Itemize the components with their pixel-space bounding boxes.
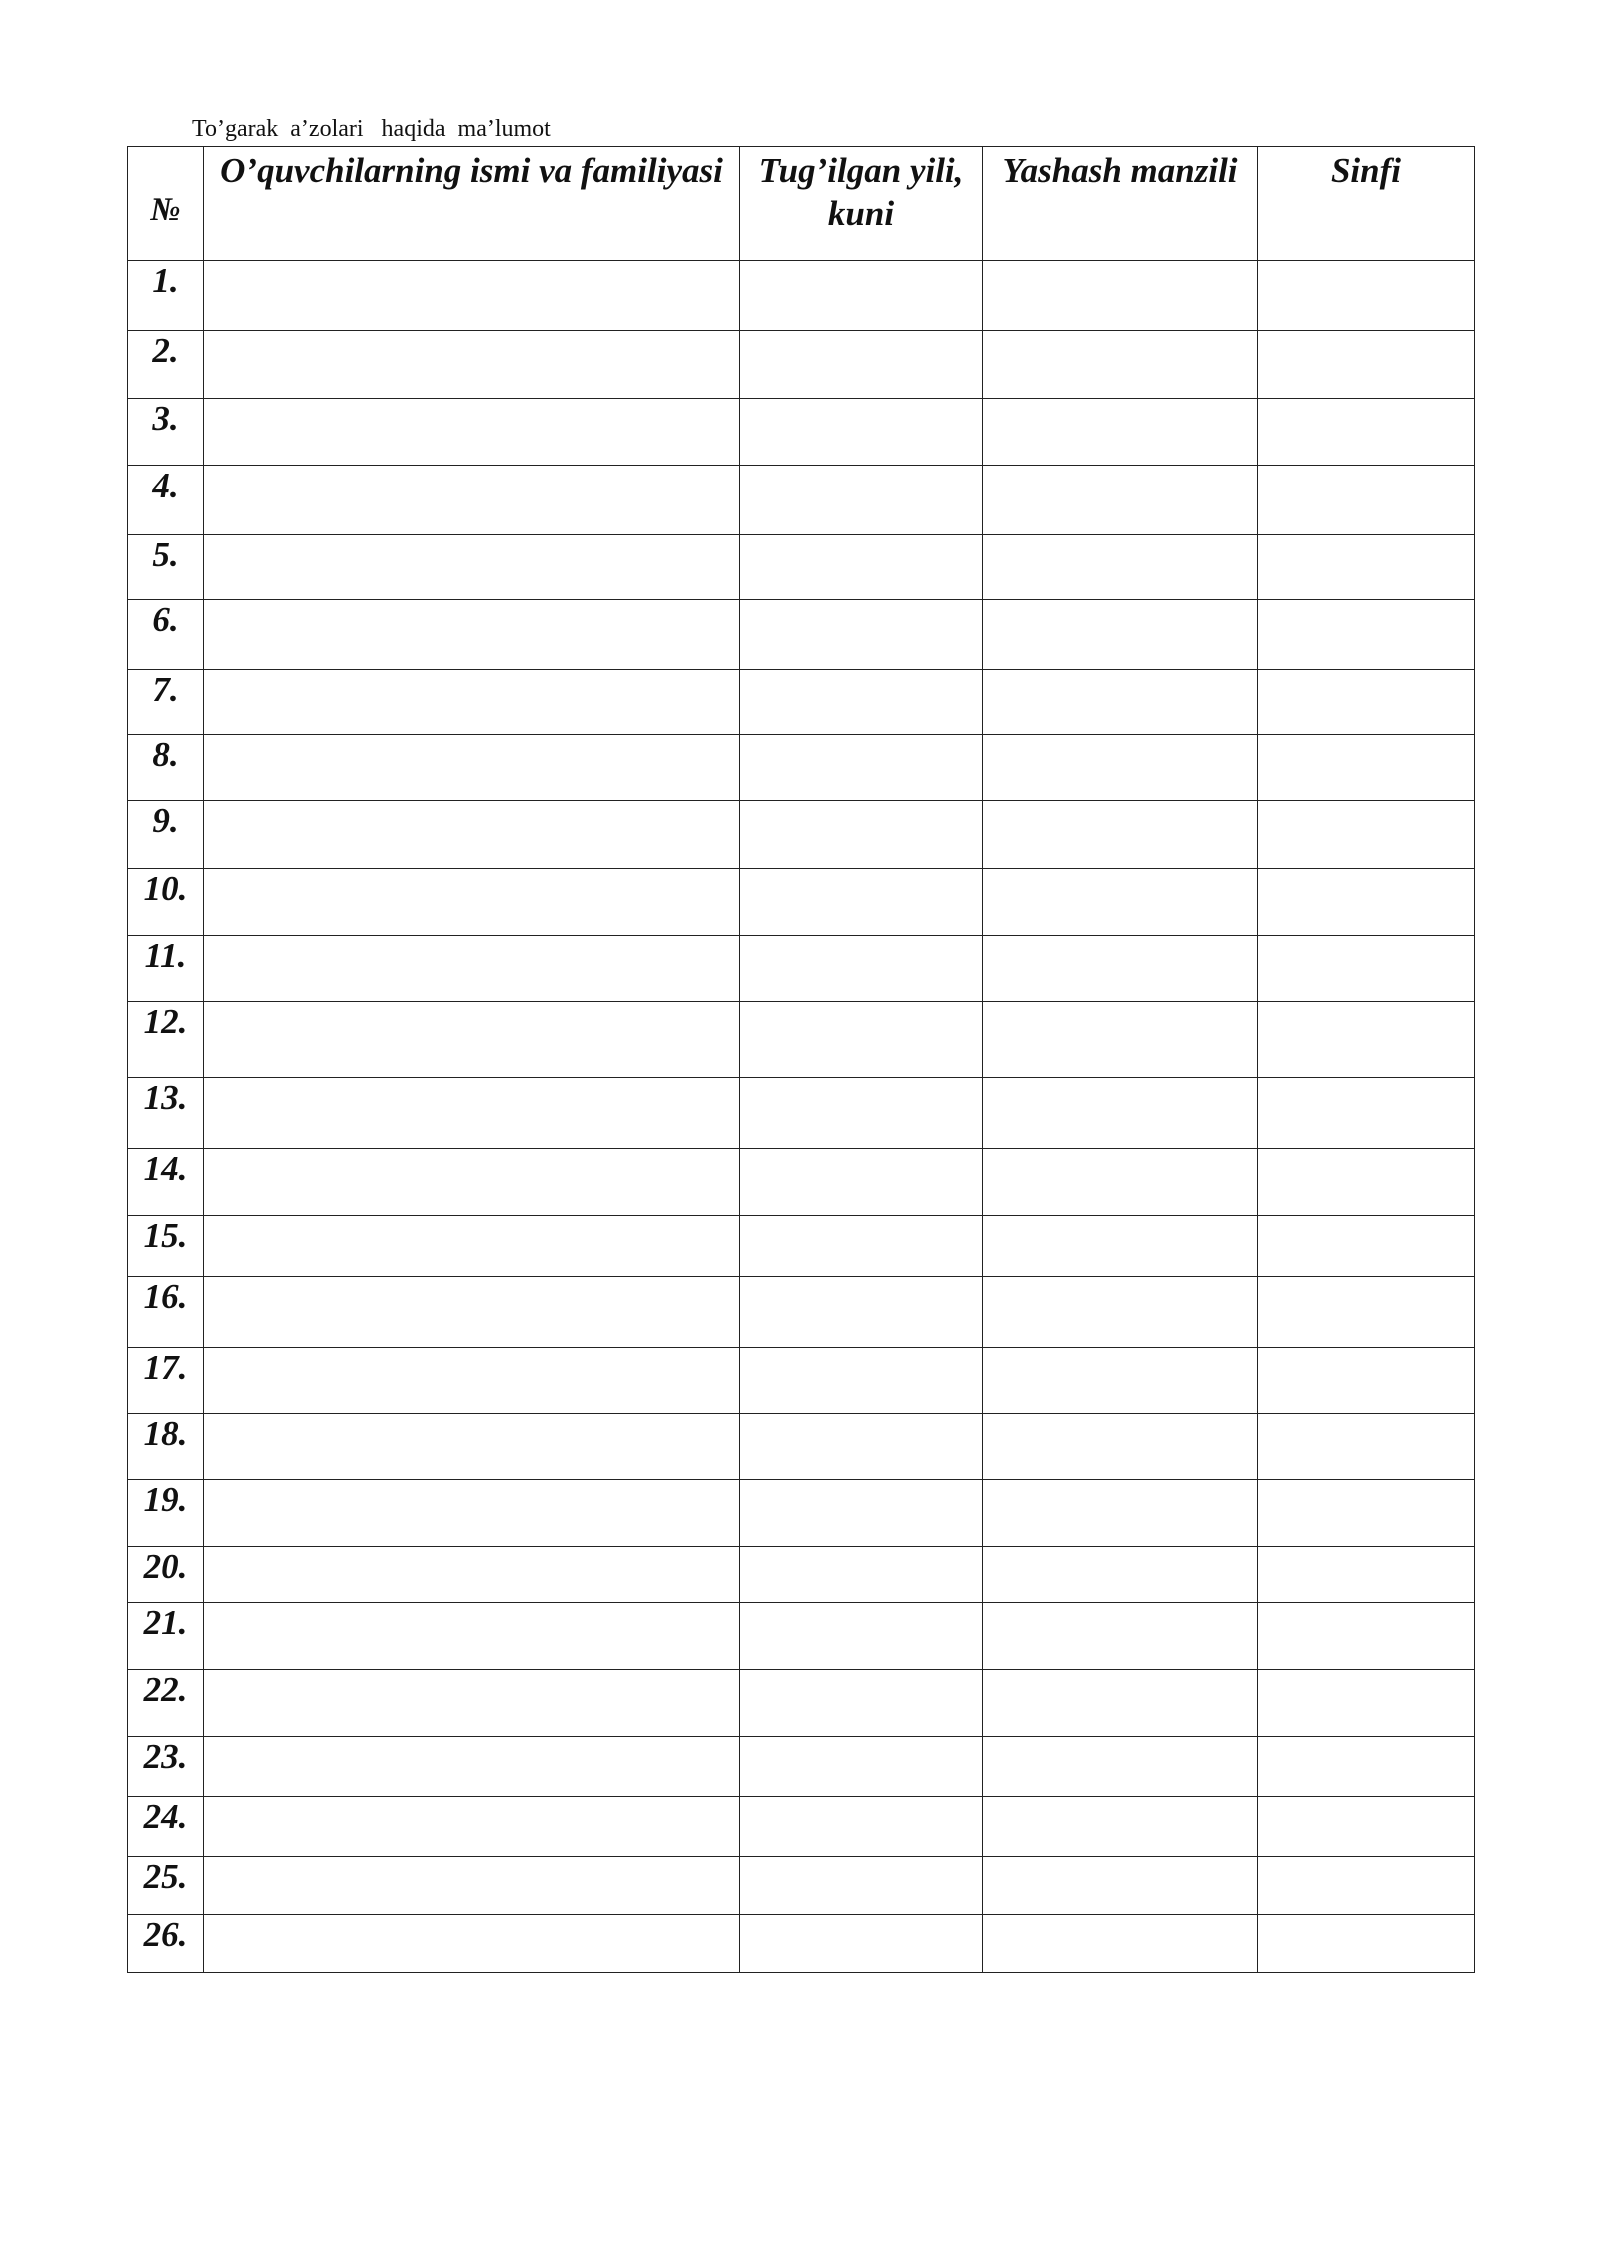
cell-birth [740,1480,983,1547]
cell-address [983,1480,1258,1547]
table-row [128,261,1475,331]
table-header-row [128,147,1475,261]
row-number: 11. [128,936,204,1002]
header-name: O’quvchilarning ismi va familiyasi [204,147,740,261]
cell-birth [740,1670,983,1737]
header-birth: Tug’ilgan yili, kuni [740,147,983,261]
table-row [128,1216,1475,1277]
cell-name [204,1857,740,1915]
row-number: 19. [128,1480,204,1547]
table-row [128,735,1475,801]
cell-birth [740,1002,983,1078]
cell-birth [740,1857,983,1915]
cell-grade [1258,1348,1475,1414]
cell-name [204,1149,740,1216]
row-number: 14. [128,1149,204,1216]
table-row [128,869,1475,936]
cell-address [983,399,1258,466]
cell-name [204,1603,740,1670]
cell-address [983,331,1258,399]
cell-grade [1258,1002,1475,1078]
cell-address [983,1414,1258,1480]
header-number: № [128,147,204,261]
cell-address [983,869,1258,936]
cell-name [204,1277,740,1348]
table-row [128,1414,1475,1480]
cell-grade [1258,735,1475,801]
header-address: Yashash manzili [983,147,1258,261]
cell-grade [1258,1547,1475,1603]
cell-address [983,1857,1258,1915]
cell-name [204,1414,740,1480]
row-number: 4. [128,466,204,535]
table-row [128,670,1475,735]
table-row [128,1857,1475,1915]
cell-grade [1258,1216,1475,1277]
row-number: 8. [128,735,204,801]
row-number: 10. [128,869,204,936]
cell-name [204,1078,740,1149]
cell-name [204,261,740,331]
cell-grade [1258,600,1475,670]
table-row [128,1149,1475,1216]
cell-name [204,1216,740,1277]
cell-grade [1258,466,1475,535]
cell-address [983,801,1258,869]
table-row [128,466,1475,535]
row-number: 7. [128,670,204,735]
cell-address [983,466,1258,535]
cell-address [983,1915,1258,1973]
table-row [128,1002,1475,1078]
cell-grade [1258,1480,1475,1547]
row-number: 9. [128,801,204,869]
cell-name [204,1547,740,1603]
cell-name [204,600,740,670]
row-number: 1. [128,261,204,331]
row-number: 16. [128,1277,204,1348]
cell-birth [740,1078,983,1149]
cell-birth [740,1547,983,1603]
cell-birth [740,331,983,399]
row-number: 21. [128,1603,204,1670]
row-number: 5. [128,535,204,600]
cell-address [983,1348,1258,1414]
cell-birth [740,1737,983,1797]
cell-birth [740,1915,983,1973]
table-row [128,1480,1475,1547]
cell-grade [1258,1603,1475,1670]
cell-address [983,600,1258,670]
cell-name [204,1797,740,1857]
cell-birth [740,869,983,936]
table-row [128,1078,1475,1149]
cell-address [983,1670,1258,1737]
cell-grade [1258,535,1475,600]
cell-address [983,1603,1258,1670]
cell-grade [1258,1078,1475,1149]
row-number: 20. [128,1547,204,1603]
cell-address [983,535,1258,600]
cell-name [204,1480,740,1547]
row-number: 12. [128,1002,204,1078]
cell-grade [1258,936,1475,1002]
cell-address [983,1737,1258,1797]
table-row [128,936,1475,1002]
row-number: 15. [128,1216,204,1277]
cell-address [983,1547,1258,1603]
table-row [128,1797,1475,1857]
cell-grade [1258,1797,1475,1857]
cell-name [204,1915,740,1973]
table-row [128,1915,1475,1973]
row-number: 17. [128,1348,204,1414]
cell-address [983,1277,1258,1348]
row-number: 13. [128,1078,204,1149]
cell-birth [740,1216,983,1277]
cell-name [204,735,740,801]
cell-birth [740,535,983,600]
header-grade: Sinfi [1258,147,1475,261]
row-number: 3. [128,399,204,466]
cell-address [983,1149,1258,1216]
row-number: 6. [128,600,204,670]
cell-birth [740,1277,983,1348]
cell-name [204,1737,740,1797]
cell-address [983,936,1258,1002]
cell-grade [1258,1857,1475,1915]
cell-birth [740,1149,983,1216]
row-number: 22. [128,1670,204,1737]
table-row [128,331,1475,399]
cell-name [204,1670,740,1737]
cell-name [204,869,740,936]
cell-name [204,535,740,600]
cell-name [204,936,740,1002]
cell-address [983,261,1258,331]
row-number: 2. [128,331,204,399]
row-number: 23. [128,1737,204,1797]
cell-birth [740,801,983,869]
cell-grade [1258,1670,1475,1737]
table-row [128,801,1475,869]
members-table [127,146,1475,1973]
cell-grade [1258,261,1475,331]
cell-name [204,399,740,466]
cell-grade [1258,399,1475,466]
cell-birth [740,600,983,670]
row-number: 26. [128,1915,204,1973]
cell-address [983,670,1258,735]
table-row [128,1547,1475,1603]
table-row [128,535,1475,600]
cell-address [983,1078,1258,1149]
table-row [128,1670,1475,1737]
table-caption: To’garak a’zolari haqida ma’lumot [192,116,551,142]
cell-grade [1258,869,1475,936]
cell-grade [1258,331,1475,399]
cell-name [204,801,740,869]
cell-address [983,1002,1258,1078]
cell-birth [740,1414,983,1480]
row-number: 24. [128,1797,204,1857]
table-row [128,1737,1475,1797]
cell-grade [1258,670,1475,735]
cell-grade [1258,801,1475,869]
cell-grade [1258,1277,1475,1348]
cell-birth [740,1348,983,1414]
table-body [128,261,1475,1973]
cell-birth [740,399,983,466]
table-row [128,1348,1475,1414]
cell-grade [1258,1149,1475,1216]
cell-birth [740,466,983,535]
cell-name [204,466,740,535]
cell-name [204,670,740,735]
cell-grade [1258,1414,1475,1480]
cell-name [204,1002,740,1078]
cell-name [204,331,740,399]
cell-address [983,1216,1258,1277]
cell-birth [740,261,983,331]
cell-birth [740,936,983,1002]
row-number: 25. [128,1857,204,1915]
table-row [128,1277,1475,1348]
cell-grade [1258,1737,1475,1797]
cell-address [983,735,1258,801]
table-row [128,1603,1475,1670]
table-row [128,399,1475,466]
table-row [128,600,1475,670]
row-number: 18. [128,1414,204,1480]
cell-address [983,1797,1258,1857]
cell-birth [740,670,983,735]
cell-birth [740,1797,983,1857]
cell-birth [740,1603,983,1670]
cell-birth [740,735,983,801]
cell-name [204,1348,740,1414]
cell-grade [1258,1915,1475,1973]
